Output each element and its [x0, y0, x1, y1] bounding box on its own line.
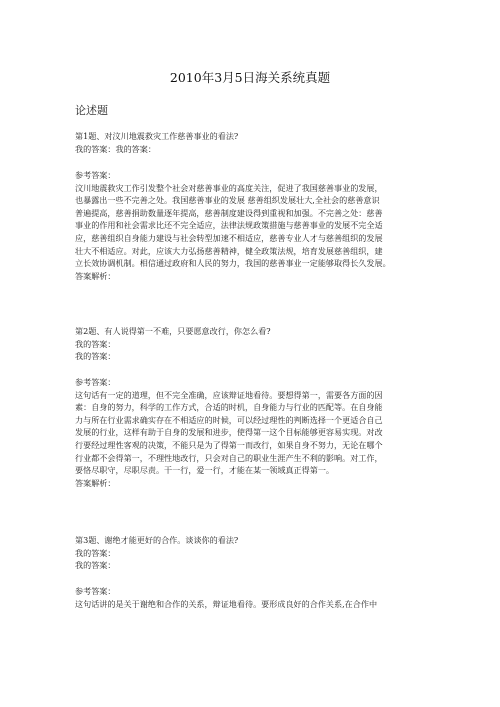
question-1-reference	[75, 169, 435, 282]
question-2-ref-line: 行业都不会得第一，不理性地改行，只会对自己的职业生涯产生不利的影响。对工作，	[75, 452, 383, 463]
question-2-ref-label: 参考答案：	[75, 377, 116, 387]
question-2-ref-line: 力与所在行业需求确实存在不相适应的时候，可以经过理性的判断选择一个更适合自己	[75, 414, 383, 425]
question-2-block	[75, 325, 435, 363]
question-1-ref-line: 汶川地震救灾工作引发整个社会对慈善事业的高度关注，促进了我国慈善事业的发展，	[75, 182, 383, 193]
question-2-ref-line: 素：自身的努力，科学的工作方式，合适的时机，自身能力与行业的匹配等。在自身能	[75, 402, 383, 413]
question-3-block	[75, 534, 435, 572]
question-1-block	[75, 130, 435, 155]
question-3-text: 第3题、谢绝才能更好的合作。谈谈你的看法?	[75, 535, 239, 545]
question-2-your-answer: 我的答案：	[75, 351, 116, 362]
question-2-ref-line: 这句话有一定的道理，但不完全准确，应该辩证地看待。要想得第一，需要各方面的因	[75, 389, 383, 400]
question-2-ref-line: 发展的行业，这样有助于自身的发展和进步，使得第一这个目标能够更容易实现。对改	[75, 427, 383, 438]
question-1-ref-line: 也暴露出一些不完善之处。我国慈善事业的发展 慈善组织发展壮大,全社会的慈善意识	[75, 195, 380, 206]
question-1-ref-line: 壮大不相适应。对此，应该大力弘扬慈善精神，健全政策法规，培育发展慈善组织，建	[75, 245, 383, 256]
question-3-reference	[75, 585, 435, 610]
question-3-ref-label: 参考答案：	[75, 586, 116, 596]
question-3-your-answer: 我的答案：	[75, 560, 116, 571]
question-2-analysis-label: 答案解析：	[75, 477, 116, 488]
question-3-your-answer: 我的答案：	[75, 547, 116, 558]
question-3-ref-line: 这句话讲的是关于谢绝和合作的关系，辩证地看待。要形成良好的合作关系,在合作中	[75, 598, 378, 609]
question-1-ref-line: 应，慈善组织自身能力建设与社会转型加速不相适应，慈善专业人才与慈善组织的发展	[75, 232, 383, 243]
question-1-text: 第1题、对汶川地震救灾工作慈善事业的看法?	[75, 131, 239, 141]
question-1-analysis-label: 答案解析：	[75, 270, 116, 281]
question-2-ref-line: 要恪尽职守，尽职尽责。干一行，爱一行，才能在某一领域真正得第一。	[75, 465, 335, 476]
question-1-your-answer: 我的答案：我的答案：	[75, 143, 156, 154]
question-2-reference	[75, 376, 435, 489]
section-heading: 论述题	[75, 104, 108, 117]
question-1-ref-line: 立长效协调机制。相信通过政府和人民的努力，我国的慈善事业一定能够取得长久发展。	[75, 258, 391, 269]
question-1-ref-line: 普遍提高，慈善捐助数量逐年提高，慈善制度建设得到重视和加强。不完善之处：慈善	[75, 207, 383, 218]
question-2-ref-line: 行要经过理性客观的决策，不能只是为了得第一而改行，如果自身不努力，无论在哪个	[75, 439, 383, 450]
question-2-text: 第2题、有人说得第一不难，只要愿意改行，你怎么看?	[75, 326, 271, 336]
page-title: 2010年3月5日海关系统真题	[169, 70, 331, 85]
question-1-ref-label: 参考答案：	[75, 170, 116, 180]
question-1-ref-line: 事业的作用和社会需求比还不完全适应，法律法规政策措施与慈善事业的发展不完全适	[75, 220, 383, 231]
question-2-your-answer: 我的答案：	[75, 338, 116, 349]
